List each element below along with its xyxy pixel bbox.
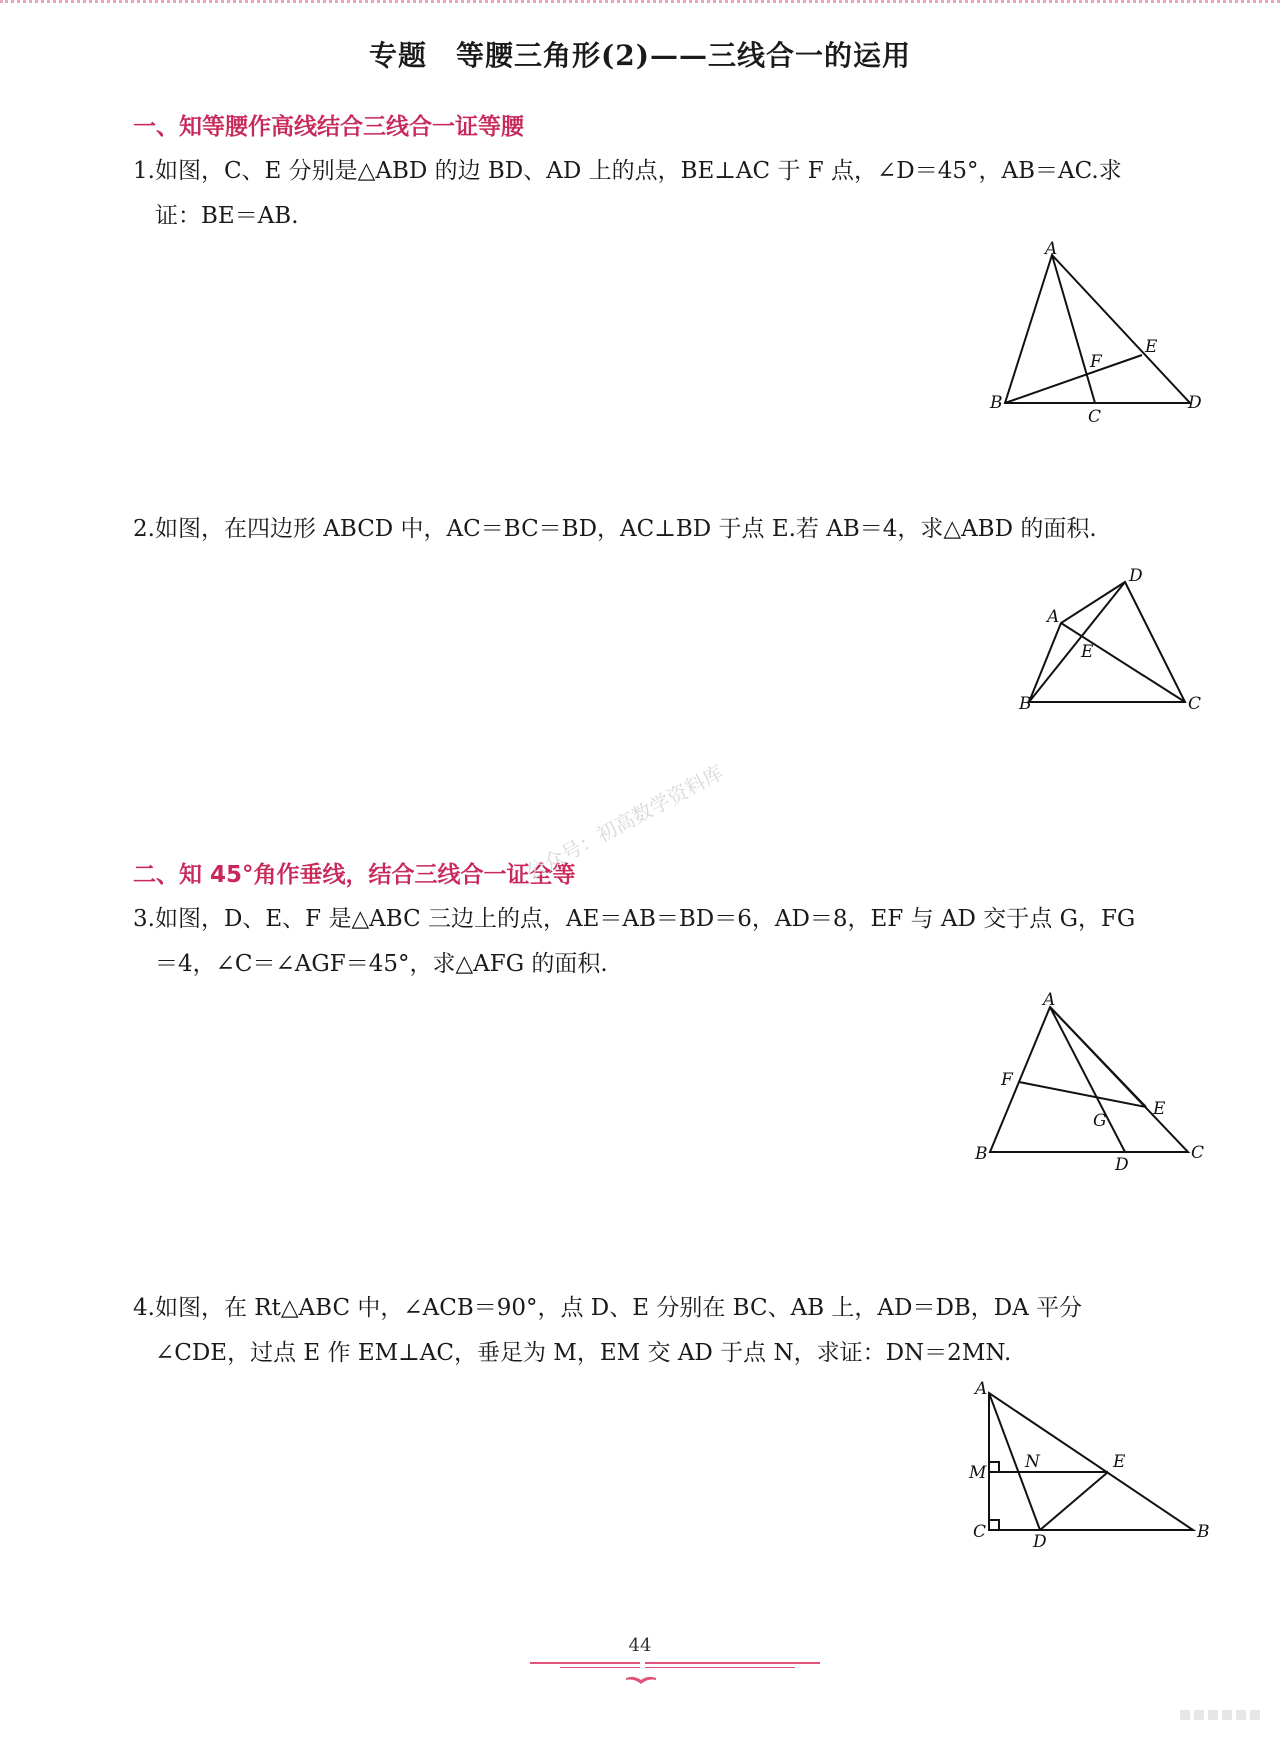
problem-3-line-1: 3.如图，D、E、F 是△ABC 三边上的点，AE＝AB＝BD＝6，AD＝8，EF 与 AD 交于点 G，FG: [133, 906, 1136, 932]
label-b: B: [975, 1144, 988, 1164]
quadrilateral-abcd: [1029, 582, 1185, 702]
label-e: E: [1153, 1099, 1166, 1119]
problem-4-line-2: ∠CDE，过点 E 作 EM⊥AC，垂足为 M，EM 交 AD 于点 N，求证：DN＝2MN.: [155, 1340, 1012, 1366]
segment-be: [1005, 355, 1142, 403]
top-decorative-rule: [0, 0, 1280, 3]
book-ornament-icon: [626, 1669, 656, 1677]
label-f: F: [1090, 352, 1102, 372]
section-heading-1: 一、知等腰作高线结合三线合一证等腰: [133, 114, 524, 140]
label-a: A: [1045, 239, 1058, 259]
label-e: E: [1081, 642, 1094, 662]
label-c: C: [973, 1522, 987, 1542]
problem-1-line-2: 证：BE＝AB.: [155, 203, 299, 229]
figure-problem-3: [975, 990, 1215, 1175]
section-heading-2: 二、知 45°角作垂线，结合三线合一证全等: [133, 862, 576, 888]
problem-3: [133, 897, 1203, 987]
segment-ad: [1050, 1007, 1125, 1152]
label-b: B: [990, 393, 1003, 413]
page-footer: [0, 1635, 1280, 1656]
label-a: A: [1047, 607, 1060, 627]
label-f: F: [1001, 1070, 1013, 1090]
label-b: B: [1019, 694, 1032, 714]
label-d: D: [1115, 1155, 1129, 1175]
segment-ac: [1061, 623, 1185, 702]
segment-bd: [1029, 582, 1125, 702]
scan-mark-decoration: [1180, 1707, 1265, 1721]
figure-problem-4: [965, 1380, 1215, 1555]
label-g: G: [1093, 1111, 1107, 1131]
figure-problem-2: [1015, 565, 1215, 725]
label-d: D: [1033, 1532, 1047, 1552]
triangle-abc: [990, 1007, 1188, 1152]
problem-2-line-1: 2.如图，在四边形 ABCD 中，AC＝BC＝BD，AC⊥BD 于点 E.若 AB＝4，求△ABD 的面积.: [133, 516, 1097, 542]
page-number: 44: [628, 1635, 652, 1656]
footer-rule-left: [530, 1662, 640, 1664]
problem-2: [133, 507, 1203, 552]
label-c: C: [1088, 407, 1102, 427]
label-d: D: [1129, 566, 1143, 586]
label-a: A: [975, 1379, 988, 1399]
right-angle-mark-c: [989, 1520, 999, 1530]
problem-1-line-1: 1.如图，C、E 分别是△ABD 的边 BD、AD 上的点，BE⊥AC 于 F 点，∠D＝45°，AB＝AC.求: [133, 158, 1122, 184]
label-n: N: [1025, 1452, 1040, 1472]
label-c: C: [1188, 694, 1202, 714]
footer-rule-right: [645, 1662, 820, 1664]
page-title: 专题 等腰三角形(2)——三线合一的运用: [369, 39, 911, 72]
right-angle-mark-m: [989, 1462, 999, 1472]
figure-problem-1: [990, 239, 1210, 430]
label-d: D: [1188, 393, 1202, 413]
footer-rule-right-thin: [645, 1667, 795, 1668]
label-b: B: [1197, 1522, 1210, 1542]
triangle-abd: [1005, 255, 1190, 403]
problem-4: [133, 1286, 1203, 1376]
segment-ae: [1050, 1007, 1146, 1107]
label-e: E: [1113, 1452, 1126, 1472]
right-triangle-abc: [989, 1393, 1193, 1530]
footer-rule-left-thin: [560, 1667, 640, 1668]
problem-1: [133, 149, 1203, 239]
problem-3-line-2: ＝4，∠C＝∠AGF＝45°，求△AFG 的面积.: [155, 951, 608, 977]
label-m: M: [969, 1463, 987, 1483]
label-c: C: [1191, 1143, 1205, 1163]
segment-de: [1040, 1472, 1108, 1530]
problem-4-line-1: 4.如图，在 Rt△ABC 中，∠ACB＝90°，点 D、E 分别在 BC、AB 上，AD＝DB，DA 平分: [133, 1295, 1083, 1321]
label-a: A: [1043, 990, 1056, 1010]
watermark: 公众号：初高数学资料库: [521, 760, 728, 885]
label-e: E: [1145, 337, 1158, 357]
